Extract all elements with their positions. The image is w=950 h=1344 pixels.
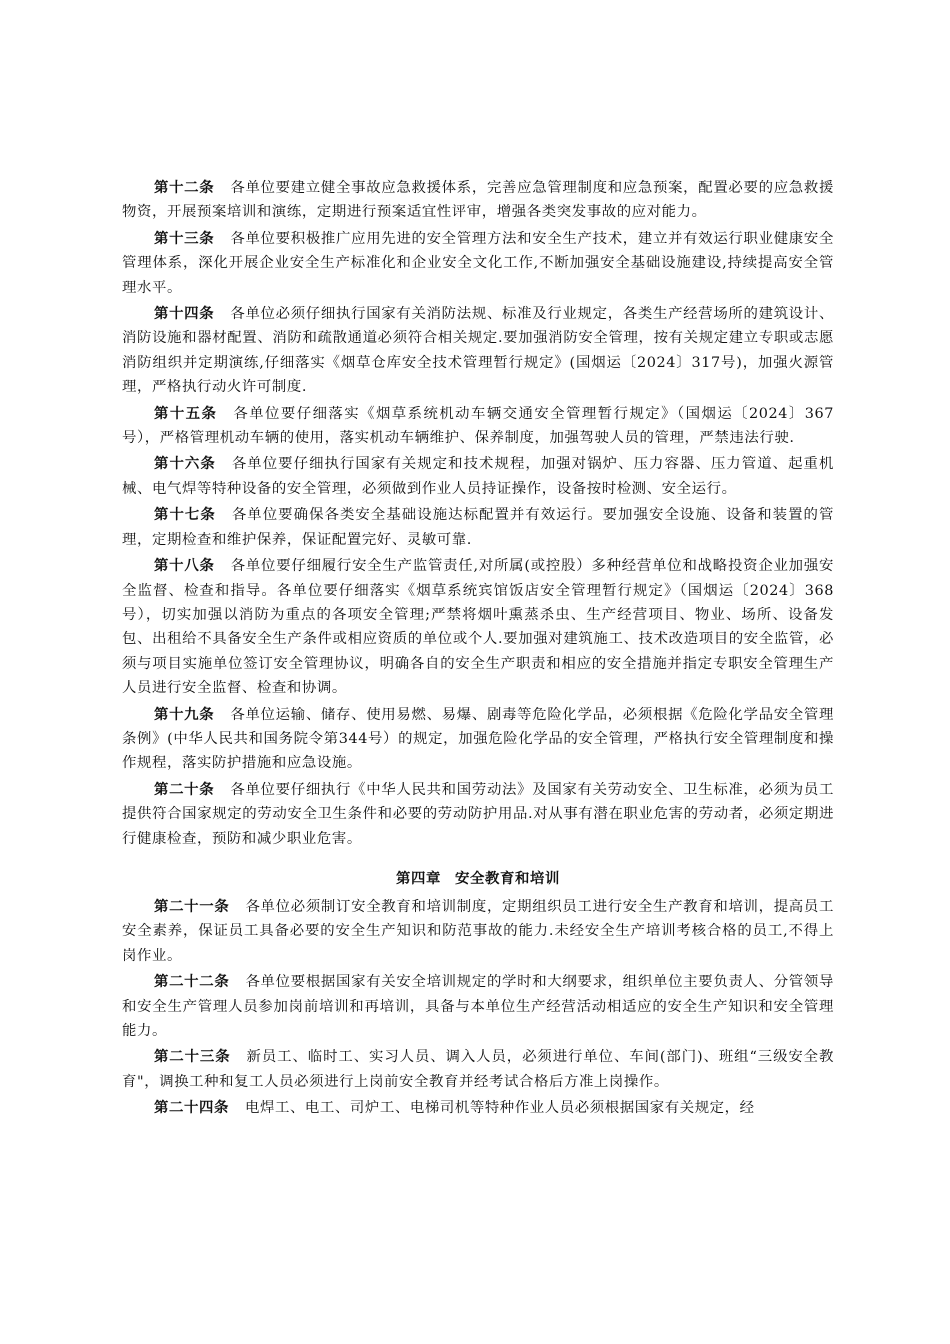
chapter-number: 第四章 bbox=[396, 870, 442, 887]
article-number: 第十九条 bbox=[154, 706, 215, 723]
article-number: 第十七条 bbox=[154, 507, 216, 524]
article-text: 各单位要确保各类安全基础设施达标配置并有效运行。要加强安全设施、设备和装置的管理，定期检查和维护保养，保证配置完好、灵敏可靠. bbox=[122, 507, 834, 548]
article-20 bbox=[122, 778, 834, 851]
article-text: 电焊工、电工、司炉工、电梯司机等特种作业人员必须根据国家有关规定，经 bbox=[244, 1100, 755, 1117]
article-number: 第十八条 bbox=[154, 558, 215, 575]
article-number: 第十五条 bbox=[154, 405, 218, 422]
article-15 bbox=[122, 402, 834, 451]
article-number: 第十二条 bbox=[154, 180, 215, 196]
article-number: 第二十二条 bbox=[154, 974, 230, 991]
article-24 bbox=[122, 1096, 834, 1120]
article-text: 各单位必须制订安全教育和培训制度，定期组织员工进行安全生产教育和培训，提高员工安全素养，保证员工具备必要的安全生产知识和防范事故的能力.未经安全生产培训考核合格的员工,不得上岗作业。 bbox=[122, 898, 834, 964]
article-text: 各单位要仔细执行《中华人民共和国劳动法》及国家有关劳动安全、卫生标准，必须为员工提供符合国家规定的劳动安全卫生条件和必要的劳动防护用品.对从事有潜在职业危害的劳动者，必须定期进行健康检查，预防和减少职业危害。 bbox=[122, 781, 834, 847]
article-23 bbox=[122, 1045, 834, 1094]
article-text: 新员工、临时工、实习人员、调入人员，必须进行单位、车间(部门)、班组“三级安全教育"，调换工种和复工人员必须进行上岗前安全教育并经考试合格后方准上岗操作。 bbox=[122, 1049, 834, 1090]
article-text: 各单位要仔细执行国家有关规定和技术规程，加强对锅炉、压力容器、压力管道、起重机械、电气焊等特种设备的安全管理，必须做到作业人员持证操作，设备按时检测、安全运行。 bbox=[122, 456, 834, 497]
article-number: 第二十一条 bbox=[154, 898, 230, 915]
article-text: 各单位要根据国家有关安全培训规定的学时和大纲要求，组织单位主要负责人、分管领导和安全生产管理人员参加岗前培训和再培训，具备与本单位生产经营活动相适应的安全生产知识和安全管理能力。 bbox=[122, 974, 834, 1039]
article-16 bbox=[122, 452, 834, 501]
article-text: 各单位要仔细履行安全生产监管责任,对所属(或控股）多种经营单位和战略投资企业加强安全监督、检查和指导。各单位要仔细落实《烟草系统宾馆饭店安全管理暂行规定》（国烟运〔2024〕368号），切实加强以消防为重点的各项安全管理;严禁将烟叶熏蒸杀虫、生产经营项目、物业、场所、设备发包、出租给不具备安全生产条件或相应资质的单位或个人.要加强对建筑施工、技术改造项目的安全监管，必须与项目实施单位签订安全管理协议，明确各自的安全生产职责和相应的安全措施并指定专职安全管理生产人员进行安全监督、检查和协调。 bbox=[122, 558, 835, 697]
article-18 bbox=[122, 554, 834, 700]
article-17 bbox=[122, 503, 834, 552]
article-number: 第二十三条 bbox=[154, 1049, 231, 1066]
article-number: 第十四条 bbox=[154, 306, 215, 323]
article-14 bbox=[122, 302, 834, 400]
article-text: 各单位必须仔细执行国家有关消防法规、标准及行业规定，各类生产经营场所的建筑设计、消防设施和器材配置、消防和疏散通道必须符合相关规定.要加强消防安全管理，按有关规定建立专职或志愿消防组织并定期演练,仔细落实《烟草仓库安全技术管理暂行规定》(国烟运〔2024〕317号)，加强火源管理，严格执行动火许可制度. bbox=[122, 306, 834, 396]
article-text: 各单位要仔细落实《烟草系统机动车辆交通安全管理暂行规定》（国烟运〔2024〕367号），严格管理机动车辆的使用，落实机动车辆维护、保养制度，加强驾驶人员的管理，严禁违法行驶. bbox=[122, 405, 834, 447]
article-number: 第十六条 bbox=[154, 456, 216, 473]
article-number: 第十三条 bbox=[154, 230, 215, 247]
article-19 bbox=[122, 703, 834, 776]
article-text: 各单位要积极推广应用先进的安全管理方法和安全生产技术，建立并有效运行职业健康安全管理体系，深化开展企业安全生产标准化和企业安全文化工作,不断加强安全基础设施建设,持续提高安全管理水平。 bbox=[122, 230, 834, 296]
article-22 bbox=[122, 970, 834, 1043]
article-21 bbox=[122, 895, 834, 968]
articles-section-b bbox=[122, 895, 834, 1121]
article-number: 第二十条 bbox=[154, 781, 215, 798]
article-text: 各单位要建立健全事故应急救援体系，完善应急管理制度和应急预案，配置必要的应急救援物资，开展预案培训和演练，定期进行预案适宜性评审，增强各类突发事故的应对能力。 bbox=[122, 180, 834, 221]
article-12 bbox=[122, 176, 834, 225]
document-page bbox=[122, 176, 834, 1123]
article-text: 各单位运输、储存、使用易燃、易爆、剧毒等危险化学品，必须根据《危险化学品安全管理条例》(中华人民共和国务院令第344号）的规定，加强危险化学品的安全管理，严格执行安全管理制度和操作规程，落实防护措施和应急设施。 bbox=[122, 706, 834, 772]
chapter-heading bbox=[122, 867, 834, 891]
chapter-title: 安全教育和培训 bbox=[455, 870, 560, 887]
article-13 bbox=[122, 227, 834, 300]
articles-section-a bbox=[122, 176, 834, 851]
article-number: 第二十四条 bbox=[154, 1100, 229, 1117]
